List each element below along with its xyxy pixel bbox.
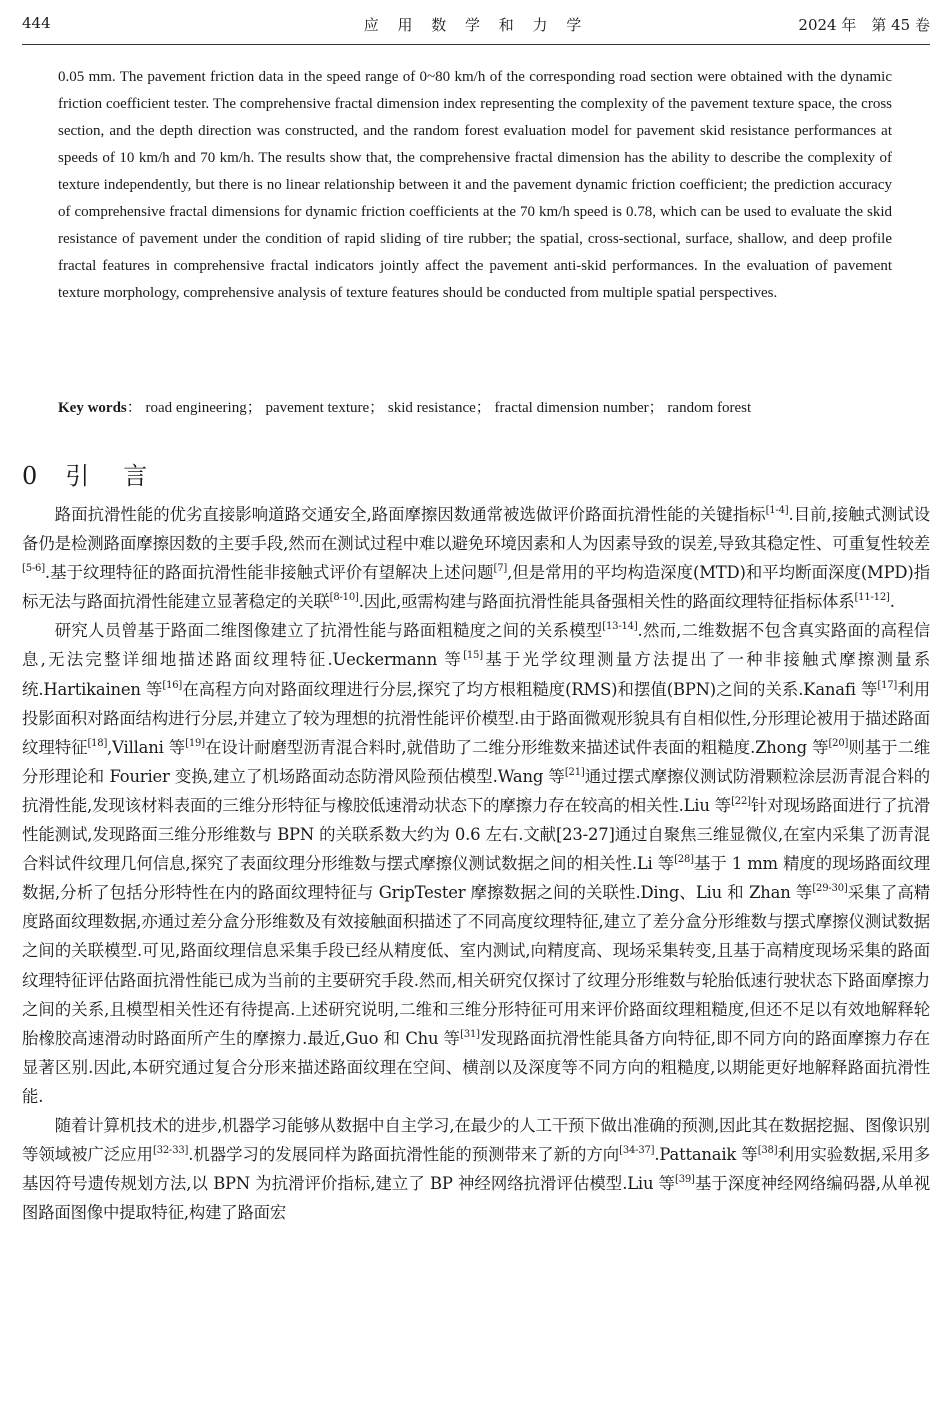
text-run: 针对现场路面进行了抗滑性能测试,发现路面三维分形维数与 BPN 的关联系数大约为 0.6 左右.文献[23-27]通过自聚焦三维显微仪,在室内采集了沥青混合料试件纹理几何信息,探究了表面纹理分形维数与摆式摩擦仪测试数据之间的相关性.Li 等 bbox=[22, 795, 930, 874]
citation: [18] bbox=[87, 737, 108, 749]
text-run: .因此,亟需构建与路面抗滑性能具备强相关性的路面纹理特征指标体系 bbox=[358, 592, 855, 612]
citation: [5-6] bbox=[22, 563, 45, 575]
citation: [22] bbox=[731, 795, 751, 807]
citation: [13-14] bbox=[602, 621, 638, 633]
citation: [8-10] bbox=[329, 592, 359, 604]
text-run: 利用实验数据,采用多基因符号遗传规划方法,以 BPN 为抗滑评价指标,建立了 BP 神经网络抗滑评估模型.Liu 等 bbox=[22, 1145, 930, 1194]
running-header bbox=[22, 14, 930, 42]
text-run: 在设计耐磨型沥青混合料时,就借助了二维分形维数来描述试件表面的粗糙度.Zhong 等 bbox=[204, 737, 829, 757]
text-run: 随着计算机技术的进步,机器学习能够从数据中自主学习,在最少的人工干预下做出准确的预测,因此其在数据挖掘、图像识别等领域被广泛应用 bbox=[22, 1115, 930, 1165]
issue-info: 2024 年 第 45 卷 bbox=[798, 16, 930, 34]
paragraph bbox=[22, 1111, 930, 1227]
text-run: .机器学习的发展同样为路面抗滑性能的预测带来了新的方向 bbox=[188, 1145, 620, 1165]
citation: [39] bbox=[675, 1174, 695, 1186]
citation: [19] bbox=[185, 737, 205, 749]
citation: [20] bbox=[828, 737, 849, 749]
citation: [16] bbox=[162, 679, 183, 691]
keywords-text: ： road engineering； pavement texture； skid resistance； fractal dimension number； random forest bbox=[126, 400, 752, 416]
citation: [28] bbox=[674, 854, 694, 866]
text-run: 研究人员曾基于路面二维图像建立了抗滑性能与路面粗糙度之间的关系模型 bbox=[54, 621, 603, 641]
citation: [38] bbox=[757, 1145, 778, 1157]
citation: [21] bbox=[564, 766, 585, 778]
citation: [7] bbox=[493, 563, 508, 575]
page-number: 444 bbox=[22, 14, 51, 32]
section-title: 引言 bbox=[65, 462, 182, 490]
citation: [29-30] bbox=[812, 883, 848, 895]
citation: [34-37] bbox=[619, 1145, 655, 1157]
text-run: . bbox=[889, 592, 895, 612]
paragraph bbox=[22, 616, 930, 1111]
body-text bbox=[22, 500, 930, 1227]
text-run: 基于深度神经网络编码器,从单视图路面图像中提取特征,构建了路面宏 bbox=[22, 1174, 930, 1223]
section-heading bbox=[22, 456, 181, 491]
abstract-text: 0.05 mm. The pavement friction data in the speed range of 0~80 km/h of the corresponding road section were obtained with the dynamic friction coefficient tester. The comprehensive fractal dimension index representing the complexity of the pavement texture space, the cross section, and the depth direction was constructed, and the random forest evaluation model for pavement skid resistance performances at speeds of 10 km/h and 70 km/h. The results show that, the comprehensive fractal dimension has the ability to describe the complexity of texture independently, but there is no linear relationship between it and the pavement dynamic friction coefficient; the prediction accuracy of comprehensive fractal dimensions for dynamic friction coefficients at the 70 km/h speed is 0.78, which can be used to evaluate the skid resistance of pavement under the condition of rapid sliding of tire rubber; the spatial, cross-sectional, surface, shallow, and deep profile fractal features in comprehensive fractal indicators jointly affect the pavement anti-skid performances. In the evaluation of pavement texture morphology, comprehensive analysis of texture features should be conducted from multiple spatial perspectives. bbox=[58, 69, 892, 301]
citation: [11-12] bbox=[854, 592, 890, 604]
text-run: 发现路面抗滑性能具备方向特征,即不同方向的路面摩擦力存在显著区别.因此,本研究通过复合分形来描述路面纹理在空间、横剖以及深度等不同方向的粗糙度,以期能更好地解释路面抗滑性能. bbox=[22, 1028, 930, 1106]
text-run: .然而,二维数据不包含真实路面的高程信息,无法完整详细地描述路面纹理特征.Ueckermann 等 bbox=[22, 621, 930, 670]
text-run: .目前,接触式测试设备仍是检测路面摩擦因数的主要手段,然而在测试过程中难以避免环境因素和人为因素导致的误差,导致其稳定性、可重复性较差 bbox=[22, 505, 930, 554]
text-run: 路面抗滑性能的优劣直接影响道路交通安全,路面摩擦因数通常被选做评价路面抗滑性能的关键指标 bbox=[54, 505, 766, 524]
text-run: 通过摆式摩擦仪测试防滑颗粒涂层沥青混合料的抗滑性能,发现该材料表面的三维分形特征与橡胶低速滑动状态下的摩擦力存在较高的相关性.Liu 等 bbox=[22, 766, 930, 815]
text-run: 基于光学纹理测量方法提出了一种非接触式摩擦测量系统.Hartikainen 等 bbox=[22, 650, 931, 699]
paragraph bbox=[22, 500, 930, 616]
text-run: 在高程方向对路面纹理进行分层,探究了均方根粗糙度(RMS)和摆值(BPN)之间的关系.Kanafi 等 bbox=[182, 679, 878, 699]
text-run: ,但是常用的平均构造深度(MTD)和平均断面深度(MPD)指标无法与路面抗滑性能建立显著稳定的关联 bbox=[22, 563, 930, 612]
text-run: 基于 1 mm 精度的现场路面纹理数据,分析了包括分形特性在内的路面纹理特征与 GripTester 摩擦数据之间的关联性.Ding、Liu 和 Zhan 等 bbox=[22, 854, 930, 903]
header-rule bbox=[22, 44, 930, 45]
text-run: 利用投影面积对路面结构进行分层,并建立了较为理想的抗滑性能评价模型.由于路面微观形貌具有自相似性,分形理论被用于描述路面纹理特征 bbox=[22, 679, 930, 757]
text-run: 则基于二维分形理论和 Fourier 变换,建立了机场路面动态防滑风险预估模型.Wang 等 bbox=[22, 737, 931, 786]
keywords bbox=[58, 396, 892, 420]
citation: [17] bbox=[877, 679, 898, 691]
citation: [1-4] bbox=[765, 505, 789, 516]
text-run: .Pattanaik 等 bbox=[654, 1145, 758, 1165]
section-number: 0 bbox=[22, 462, 38, 490]
keywords-label: Key words bbox=[58, 400, 127, 416]
journal-title: 应 用 数 学 和 力 学 bbox=[363, 16, 589, 34]
text-run: ,Villani 等 bbox=[107, 737, 186, 757]
text-run: 采集了高精度路面纹理数据,亦通过差分盒分形维数及有效接触面积描述了不同高度纹理特征,建立了差分盒分形维数与摆式摩擦仪测试数据之间的关联模型.可见,路面纹理信息采集手段已经从精度低、室内测试,向精度高、现场采集转变,且基于高精度现场采集的路面纹理特征评估路面抗滑性能已成为当前的主要研究手段.然而,相关研究仅探讨了纹理分形维数与轮胎低速行驶状态下路面摩擦力之间的关系,且模型相关性还有待提高.上述研究说明,二维和三维分形特征可用来评价路面纹理粗糙度,但还不足以有效地解释轮胎橡胶高速滑动时路面所产生的摩擦力.最近,Guo 和 Chu 等 bbox=[22, 883, 931, 1048]
text-run: .基于纹理特征的路面抗滑性能非接触式评价有望解决上述问题 bbox=[44, 563, 494, 583]
english-abstract bbox=[58, 64, 892, 307]
citation: [15] bbox=[463, 650, 483, 662]
citation: [32-33] bbox=[153, 1145, 189, 1157]
citation: [31] bbox=[460, 1028, 480, 1040]
